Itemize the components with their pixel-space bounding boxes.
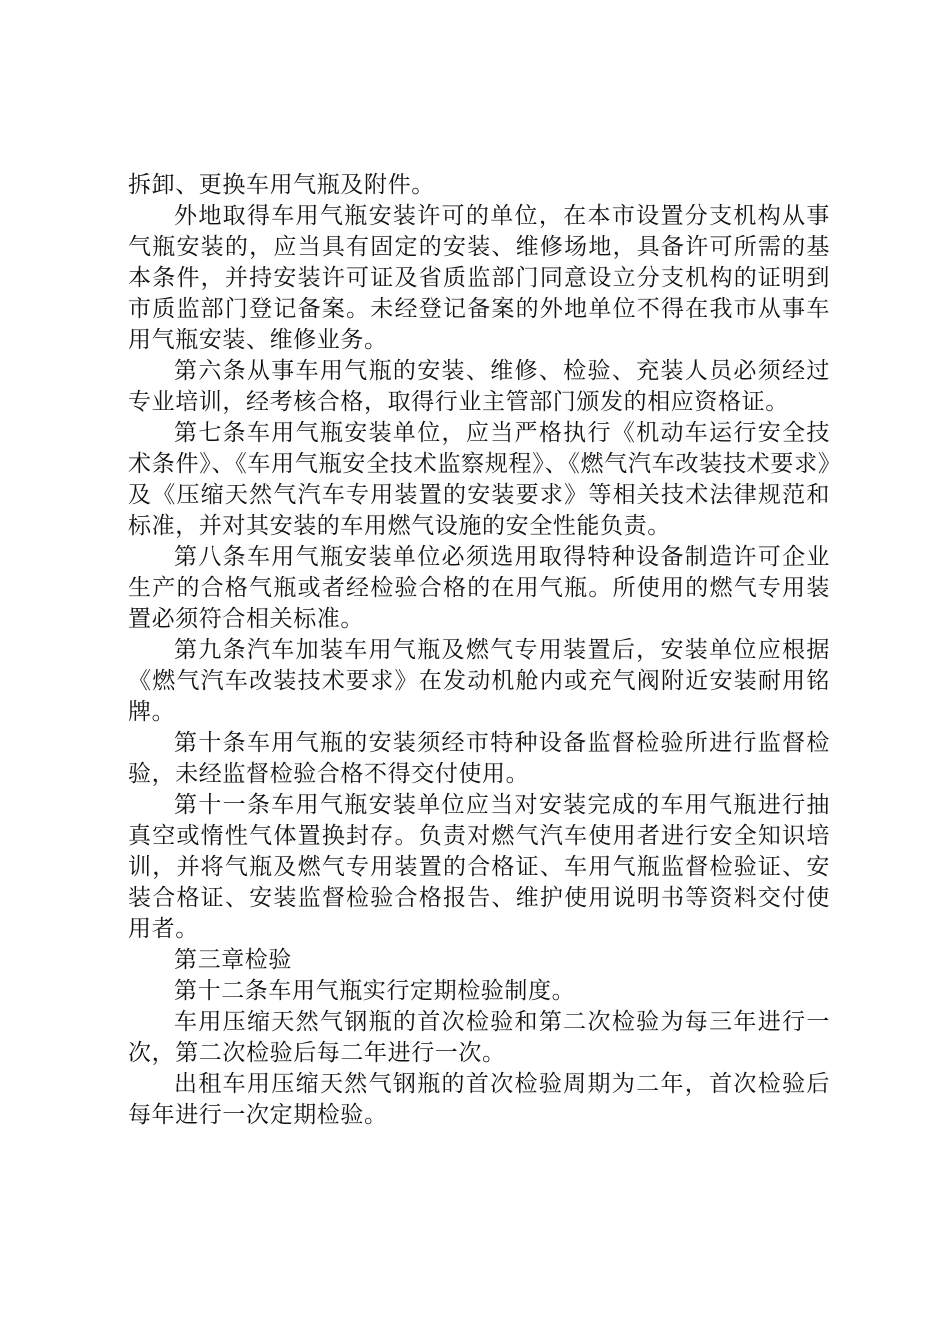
- chapter-heading: 第三章检验: [174, 947, 292, 973]
- paragraph-article-8: 第八条车用气瓶安装单位必须选用取得特种设备制造许可企业生产的合格气瓶或者经检验合格的在用气瓶。所使用的燃气专用装置必须符合相关标准。: [128, 544, 830, 632]
- paragraph-article-9: 第九条汽车加装车用气瓶及燃气专用装置后，安装单位应根据《燃气汽车改装技术要求》在发动机舱内或充气阀附近安装耐用铭牌。: [128, 637, 830, 725]
- paragraph-continuation: 拆卸、更换车用气瓶及附件。: [128, 172, 435, 198]
- paragraph-taxi-inspection-cycle: 出租车用压缩天然气钢瓶的首次检验周期为二年，首次检验后每年进行一次定期检验。: [128, 1071, 830, 1128]
- paragraph-article-7: 第七条车用气瓶安装单位，应当严格执行《机动车运行安全技术条件》、《车用气瓶安全技术监察规程》、《燃气汽车改装技术要求》及《压缩天然气汽车专用装置的安装要求》等相关技术法律规范和标准，并对其安装的车用燃气设施的安全性能负责。: [128, 420, 830, 539]
- paragraph-article-6: 第六条从事车用气瓶的安装、维修、检验、充装人员必须经过专业培训，经考核合格，取得行业主管部门颁发的相应资格证。: [128, 358, 830, 415]
- paragraph-branch-registration: 外地取得车用气瓶安装许可的单位，在本市设置分支机构从事气瓶安装的，应当具有固定的安装、维修场地，具备许可所需的基本条件，并持安装许可证及省质监部门同意设立分支机构的证明到市质监部门登记备案。未经登记备案的外地单位不得在我市从事车用气瓶安装、维修业务。: [128, 203, 830, 353]
- paragraph-inspection-cycle: 车用压缩天然气钢瓶的首次检验和第二次检验为每三年进行一次，第二次检验后每二年进行一次。: [128, 1009, 830, 1066]
- paragraph-article-12: 第十二条车用气瓶实行定期检验制度。: [174, 978, 576, 1004]
- paragraph-article-11: 第十一条车用气瓶安装单位应当对安装完成的车用气瓶进行抽真空或惰性气体置换封存。负责对燃气汽车使用者进行安全知识培训，并将气瓶及燃气专用装置的合格证、车用气瓶监督检验证、安装合格证、安装监督检验合格报告、维护使用说明书等资料交付使用者。: [128, 792, 830, 942]
- paragraph-article-10: 第十条车用气瓶的安装须经市特种设备监督检验所进行监督检验，未经监督检验合格不得交付使用。: [128, 730, 830, 787]
- document-body: [128, 170, 830, 1131]
